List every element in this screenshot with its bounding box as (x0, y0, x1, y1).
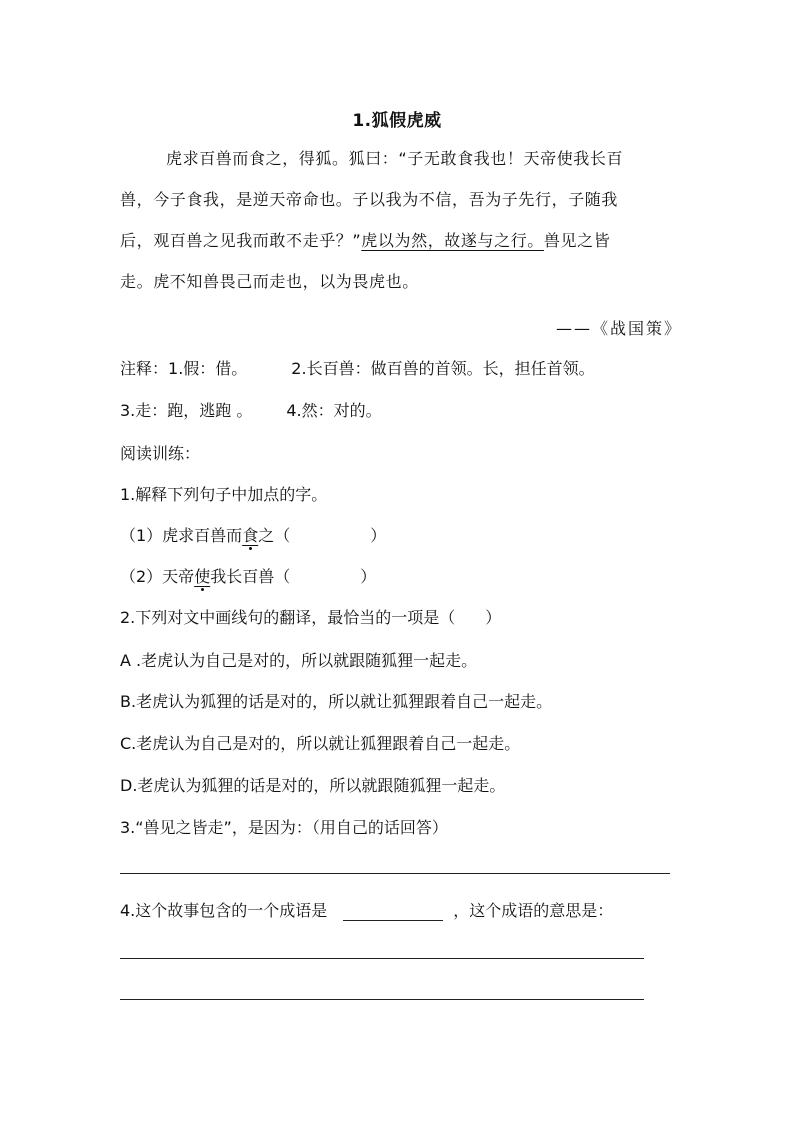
option-a: A .老虎认为自己是对的，所以就跟随狐狸一起走。 (120, 651, 478, 670)
question-1b (120, 564, 700, 587)
training-heading: 阅读训练： (120, 444, 201, 463)
question-text: 4.这个故事包含的一个成语是 (120, 901, 328, 920)
answer-blank[interactable] (343, 904, 443, 921)
question-3-prompt: 3.“兽见之皆走”，是因为：（用自己的话回答） (120, 818, 448, 837)
note-2: 2.长百兽：做百兽的首领。长，担任首领。 (291, 359, 595, 378)
notes-row-1 (120, 356, 700, 379)
question-text: （2）天帝 (120, 567, 195, 586)
passage-text: 后，观百兽之见我而敢不走乎？” (120, 231, 362, 250)
notes-label: 注释： (120, 359, 169, 378)
passage-text: 兽见之皆 (543, 231, 611, 250)
question-1a (120, 523, 700, 546)
source-citation: ——《战国策》 (555, 319, 682, 338)
passage-line (120, 220, 680, 261)
passage-line: 虎求百兽而食之，得狐。狐曰：“子无敢食我也！天帝使我长百 (166, 149, 624, 168)
passage-line: 走。虎不知兽畏己而走也，以为畏虎也。 (120, 272, 419, 291)
question-1-prompt: 1.解释下列句子中加点的字。 (120, 485, 328, 504)
question-text: 2.下列对文中画线句的翻译，最恰当的一项是（ (120, 608, 456, 627)
option-d: D.老虎认为狐狸的话是对的，所以就跟随狐狸一起走。 (120, 776, 506, 795)
passage (120, 138, 680, 302)
question-text: 我长百兽（ (210, 567, 291, 586)
page-title: 1.狐假虎威 (352, 111, 442, 131)
question-2-prompt (120, 605, 700, 628)
passage-line: 兽，今子食我，是逆天帝命也。子以我为不信，吾为子先行，子随我 (120, 190, 619, 209)
answer-line[interactable] (120, 958, 644, 959)
note-4: 4.然：对的。 (286, 401, 382, 420)
question-text: ，这个成语的意思是： (453, 901, 614, 920)
question-text: ） (360, 567, 377, 586)
answer-line[interactable] (120, 999, 644, 1000)
question-4-prompt (120, 898, 700, 921)
question-text: （1）虎求百兽而 (120, 526, 243, 545)
question-text: ） (370, 526, 387, 545)
option-b: B.老虎认为狐狸的话是对的，所以就让狐狸跟着自己一起走。 (120, 692, 553, 711)
dotted-char: 食 (242, 523, 258, 546)
option-c: C.老虎认为自己是对的，所以就让狐狸跟着自己一起走。 (120, 734, 521, 753)
note-3: 3.走：跑，逃跑 。 (120, 401, 253, 420)
dotted-char: 使 (194, 564, 210, 587)
answer-line[interactable] (120, 873, 670, 874)
question-text: ） (485, 608, 502, 627)
note-1: 1.假：借。 (168, 359, 248, 378)
notes-row-2 (120, 398, 700, 421)
underlined-sentence: 虎以为然，故遂与之行。 (361, 231, 544, 250)
question-text: 之（ (258, 526, 291, 545)
